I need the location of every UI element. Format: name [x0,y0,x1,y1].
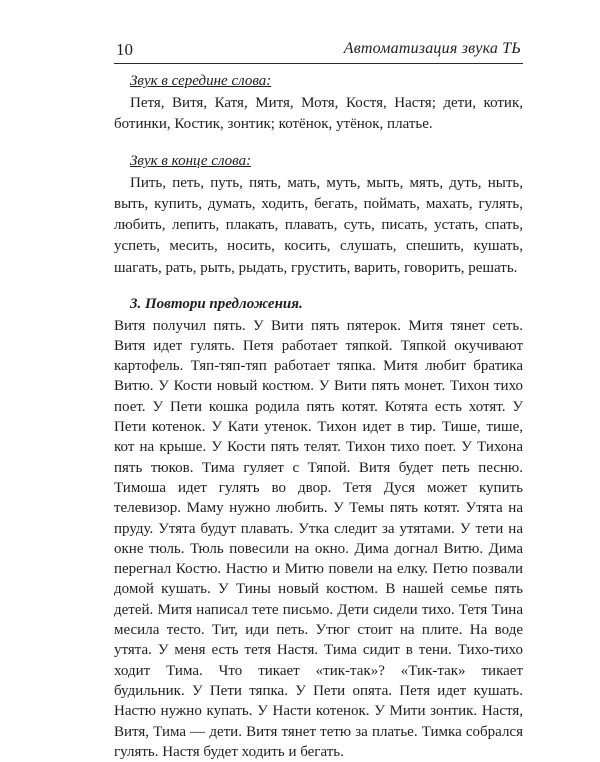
exercise-heading: 3. Повтори предложения. [130,296,303,313]
section-heading: Звук в середине слова: [130,73,272,89]
section-middle-of-word [114,71,523,135]
exercise-repeat-sentences [114,294,523,762]
running-title: Автоматизация звука ТЬ [343,40,521,57]
exercise-text: Витя получил пять. У Вити пять пятерок. Митя тянет сеть. Витя идет гулять. Петя работает тяпкой. Тяпкой окучивают картофель. Тяп-тяп-тяп работает тяпка. Митя любит братика Витю. У Кости новый костюм. У Вити пять монет. Тихон тихо поет. У Пети кошка родила пять котят. Котята есть хотят. У Пети котенок. У Кати утенок. Тихон идет в тир. Тише, тише, кот на крыше. У Кости пять телят. Тихон тихо поет. У Тихона пять тюков. Тима гуляет с Тяпой. Витя будет петь песню. Тимоша идет гулять во двор. Тетя Дуся может купить телевизор. Маму нужно любить. У Темы пять котят. Утята на пруду. Утята будут плавать. Утка следит за утятами. У тети на окне тюль. Тюль повесили на окно. Дима догнал Витю. Дима перегнал Костю. Настю и Митю повели на елку. Петю позвали домой кушать. У Тины новый костюм. В нашей семье пять детей. Митя написал тете письмо. Дети сидели тихо. Тетя Тина месила тесто. Тит, иди петь. Утюг стоит на плите. На воде утята. У меня есть тетя Настя. Тима сидит в тени. Тихо-тихо ходит Тима. Что тикает «тик-так»? «Тик-так» тикает будильник. У Пети тяпка. У Пети опята. Петя идет кушать. Настю нужно купать. У Насти котенок. У Мити зонтик. Настя, Витя, Тима — дети. Витя тянет тетю за платье. Тимка собрался гулять. Настя будет ходить и бегать. [114,317,523,760]
page-content [114,71,523,762]
section-heading: Звук в конце слова: [130,153,252,170]
page-header [114,37,523,64]
word-list: Петя, Витя, Катя, Митя, Мотя, Костя, Настя; дети, котик, ботинки, Костик, зонтик; котёнок, утёнок, платье. [114,94,523,132]
word-list: Пить, петь, путь, пять, мать, муть, мыть, мять, дуть, ныть, выть, купить, думать, ходить, бегать, поймать, махать, гулять, любить, лепить, плакать, плавать, суть, писать, устать, спать, успеть, месить, носить, косить, слушать, спешить, кушать, шагать, рать, рыть, рыдать, грустить, варить, говорить, решать. [114,174,523,276]
page-number: 10 [116,40,133,59]
section-end-of-word [114,151,523,279]
